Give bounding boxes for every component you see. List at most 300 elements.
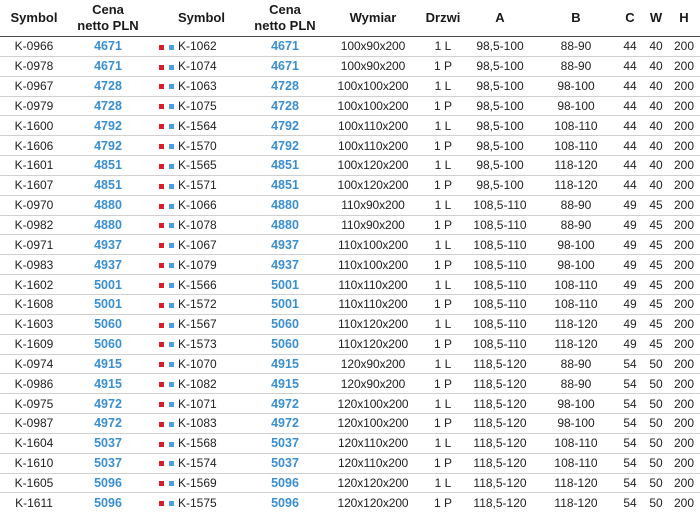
blue-square-icon <box>169 283 174 288</box>
cell-a: 118,5-120 <box>464 354 536 374</box>
cell-wymiar: 100x120x200 <box>324 156 422 176</box>
cell-price: 4792 <box>68 116 148 136</box>
blue-square-icon <box>169 164 174 169</box>
cell-price: 4880 <box>68 215 148 235</box>
table-row <box>0 473 700 493</box>
cell-price: 4937 <box>68 255 148 275</box>
cell-price: 5001 <box>68 294 148 314</box>
cell-price-2: 4880 <box>246 195 324 215</box>
cell-drzwi: 1 L <box>422 275 464 295</box>
cell-symbol: K-1609 <box>0 334 68 354</box>
cell-wymiar: 110x120x200 <box>324 314 422 334</box>
cell-a: 108,5-110 <box>464 275 536 295</box>
cell-a: 108,5-110 <box>464 195 536 215</box>
cell-markers <box>148 136 176 156</box>
cell-price: 4671 <box>68 37 148 57</box>
table-row <box>0 76 700 96</box>
red-square-icon <box>159 104 164 109</box>
cell-markers <box>148 354 176 374</box>
cell-w: 50 <box>644 394 668 414</box>
cell-w: 40 <box>644 156 668 176</box>
red-square-icon <box>159 204 164 209</box>
table-row <box>0 255 700 275</box>
cell-h: 200 <box>668 116 700 136</box>
cell-w: 40 <box>644 136 668 156</box>
cell-price-2: 5001 <box>246 294 324 314</box>
cell-symbol-2: K-1067 <box>176 235 246 255</box>
cell-b: 88-90 <box>536 215 616 235</box>
cell-w: 50 <box>644 414 668 434</box>
cell-w: 40 <box>644 96 668 116</box>
cell-markers <box>148 414 176 434</box>
header-a: A <box>464 0 536 37</box>
cell-markers <box>148 294 176 314</box>
cell-b: 118-120 <box>536 314 616 334</box>
cell-markers <box>148 96 176 116</box>
cell-price: 4728 <box>68 76 148 96</box>
blue-square-icon <box>169 184 174 189</box>
cell-b: 88-90 <box>536 195 616 215</box>
cell-symbol-2: K-1075 <box>176 96 246 116</box>
cell-h: 200 <box>668 215 700 235</box>
cell-b: 118-120 <box>536 473 616 493</box>
cell-symbol-2: K-1571 <box>176 175 246 195</box>
cell-wymiar: 110x100x200 <box>324 255 422 275</box>
header-c: C <box>616 0 644 37</box>
cell-drzwi: 1 L <box>422 235 464 255</box>
red-square-icon <box>159 362 164 367</box>
cell-symbol-2: K-1567 <box>176 314 246 334</box>
red-square-icon <box>159 223 164 228</box>
cell-symbol-2: K-1570 <box>176 136 246 156</box>
cell-wymiar: 120x100x200 <box>324 414 422 434</box>
cell-a: 98,5-100 <box>464 96 536 116</box>
cell-h: 200 <box>668 314 700 334</box>
cell-w: 45 <box>644 235 668 255</box>
cell-wymiar: 110x110x200 <box>324 275 422 295</box>
cell-symbol: K-0987 <box>0 414 68 434</box>
cell-wymiar: 120x110x200 <box>324 453 422 473</box>
cell-drzwi: 1 P <box>422 175 464 195</box>
cell-w: 45 <box>644 215 668 235</box>
cell-drzwi: 1 L <box>422 394 464 414</box>
blue-square-icon <box>169 481 174 486</box>
cell-drzwi: 1 P <box>422 255 464 275</box>
cell-drzwi: 1 L <box>422 195 464 215</box>
cell-markers <box>148 195 176 215</box>
cell-wymiar: 110x110x200 <box>324 294 422 314</box>
table-row <box>0 37 700 57</box>
blue-square-icon <box>169 362 174 367</box>
table-row <box>0 96 700 116</box>
cell-price-2: 4880 <box>246 215 324 235</box>
red-square-icon <box>159 461 164 466</box>
cell-price-2: 4671 <box>246 56 324 76</box>
cell-c: 44 <box>616 156 644 176</box>
cell-b: 88-90 <box>536 374 616 394</box>
blue-square-icon <box>169 45 174 50</box>
cell-a: 108,5-110 <box>464 255 536 275</box>
cell-price-2: 4972 <box>246 414 324 434</box>
header-wymiar: Wymiar <box>324 0 422 37</box>
header-symbol: Symbol <box>0 0 68 37</box>
cell-b: 98-100 <box>536 394 616 414</box>
cell-symbol-2: K-1070 <box>176 354 246 374</box>
cell-b: 108-110 <box>536 294 616 314</box>
cell-price-2: 4937 <box>246 255 324 275</box>
cell-symbol: K-0983 <box>0 255 68 275</box>
cell-price: 5037 <box>68 433 148 453</box>
cell-b: 88-90 <box>536 354 616 374</box>
cell-c: 44 <box>616 76 644 96</box>
cell-a: 98,5-100 <box>464 76 536 96</box>
red-square-icon <box>159 382 164 387</box>
cell-h: 200 <box>668 433 700 453</box>
cell-w: 45 <box>644 334 668 354</box>
cell-price-2: 5096 <box>271 495 299 510</box>
cell-symbol: K-1611 <box>15 495 53 510</box>
cell-drzwi: 1 L <box>422 156 464 176</box>
cell-drzwi: 1 L <box>422 473 464 493</box>
cell-w: 40 <box>644 37 668 57</box>
cell-price: 5037 <box>68 453 148 473</box>
red-square-icon <box>159 243 164 248</box>
cell-price-2: 4915 <box>246 374 324 394</box>
red-square-icon <box>159 442 164 447</box>
table-row <box>0 394 700 414</box>
cell-markers <box>148 156 176 176</box>
table-row <box>0 374 700 394</box>
cell-a: 118,5-120 <box>464 414 536 434</box>
cell-h: 200 <box>668 96 700 116</box>
blue-square-icon <box>169 263 174 268</box>
cell-w: 45 <box>644 275 668 295</box>
cell-c: 44 <box>616 175 644 195</box>
cell-price: 4937 <box>68 235 148 255</box>
cell-markers <box>148 76 176 96</box>
cell-wymiar: 100x100x200 <box>324 96 422 116</box>
cell-drzwi: 1 P <box>422 215 464 235</box>
cell-markers <box>148 314 176 334</box>
red-square-icon <box>159 283 164 288</box>
blue-square-icon <box>169 461 174 466</box>
cell-h: 200 <box>668 255 700 275</box>
cell-symbol: K-0971 <box>0 235 68 255</box>
cell-c: 54 <box>616 473 644 493</box>
cell-w: 50 <box>644 433 668 453</box>
cell-h: 200 <box>668 156 700 176</box>
red-square-icon <box>159 45 164 50</box>
cell-symbol-2: K-1079 <box>176 255 246 275</box>
blue-square-icon <box>169 303 174 308</box>
cell-symbol: K-1604 <box>0 433 68 453</box>
cell-w: 50 <box>649 495 663 510</box>
blue-square-icon <box>169 243 174 248</box>
cell-price: 4792 <box>68 136 148 156</box>
cell-drzwi: 1 L <box>422 116 464 136</box>
red-square-icon <box>159 422 164 427</box>
cell-a: 108,5-110 <box>464 294 536 314</box>
blue-square-icon <box>169 204 174 209</box>
cell-drzwi: 1 P <box>422 136 464 156</box>
cell-wymiar: 100x110x200 <box>324 136 422 156</box>
cell-price: 4851 <box>68 156 148 176</box>
red-square-icon <box>159 481 164 486</box>
cell-price: 4851 <box>68 175 148 195</box>
cell-h: 200 <box>668 76 700 96</box>
cell-symbol-2: K-1575 <box>178 495 217 510</box>
cell-h: 200 <box>668 334 700 354</box>
cell-wymiar: 100x90x200 <box>324 37 422 57</box>
cell-price-2: 5060 <box>246 314 324 334</box>
cell-c: 54 <box>623 495 637 510</box>
cell-price-2: 5037 <box>246 453 324 473</box>
table-row <box>0 433 700 453</box>
cell-price: 4915 <box>68 374 148 394</box>
cell-drzwi: 1 P <box>422 56 464 76</box>
cell-drzwi: 1 P <box>422 294 464 314</box>
cell-price: 4880 <box>68 195 148 215</box>
cell-drzwi: 1 P <box>422 334 464 354</box>
cell-price-2: 4851 <box>246 175 324 195</box>
cell-a: 98,5-100 <box>464 37 536 57</box>
blue-square-icon <box>169 65 174 70</box>
cell-b: 108-110 <box>536 433 616 453</box>
cell-symbol-2: K-1568 <box>176 433 246 453</box>
cell-price: 5096 <box>68 473 148 493</box>
cell-markers <box>148 453 176 473</box>
cell-c: 49 <box>616 334 644 354</box>
cell-symbol: K-0966 <box>0 37 68 57</box>
cell-wymiar: 110x100x200 <box>324 235 422 255</box>
blue-square-icon <box>169 223 174 228</box>
cell-c: 54 <box>616 453 644 473</box>
cell-symbol: K-1605 <box>0 473 68 493</box>
cell-symbol-2: K-1565 <box>176 156 246 176</box>
cell-price: 4972 <box>68 414 148 434</box>
header-drzwi: Drzwi <box>422 0 464 37</box>
cell-c: 49 <box>616 255 644 275</box>
cell-wymiar: 110x90x200 <box>324 215 422 235</box>
table-row <box>0 414 700 434</box>
cell-c: 49 <box>616 235 644 255</box>
cell-wymiar: 120x120x200 <box>324 473 422 493</box>
table-row <box>0 314 700 334</box>
cell-symbol: K-0970 <box>0 195 68 215</box>
cell-symbol: K-1602 <box>0 275 68 295</box>
cell-price: 4728 <box>68 96 148 116</box>
blue-square-icon <box>169 422 174 427</box>
blue-square-icon <box>169 144 174 149</box>
blue-square-icon <box>169 84 174 89</box>
cell-a: 118,5-120 <box>464 374 536 394</box>
cell-wymiar: 100x120x200 <box>324 175 422 195</box>
cell-price-2: 4851 <box>246 156 324 176</box>
cell-c: 44 <box>616 136 644 156</box>
red-square-icon <box>159 124 164 129</box>
cell-wymiar: 120x90x200 <box>324 354 422 374</box>
cell-b: 88-90 <box>536 56 616 76</box>
cell-symbol-2: K-1574 <box>176 453 246 473</box>
cell-b: 88-90 <box>536 37 616 57</box>
cell-symbol-2: K-1083 <box>176 414 246 434</box>
cell-h: 200 <box>668 473 700 493</box>
cell-a: 108,5-110 <box>464 215 536 235</box>
cell-price: 5001 <box>68 275 148 295</box>
red-square-icon <box>159 501 164 506</box>
cell-c: 54 <box>616 354 644 374</box>
cell-b: 98-100 <box>536 96 616 116</box>
cell-wymiar: 100x90x200 <box>324 56 422 76</box>
cell-symbol-2: K-1566 <box>176 275 246 295</box>
cell-symbol: K-0967 <box>0 76 68 96</box>
cell-drzwi: 1 L <box>422 37 464 57</box>
cell-a: 118,5-120 <box>473 495 527 510</box>
cell-h: 200 <box>668 56 700 76</box>
cell-markers <box>148 374 176 394</box>
cell-price-2: 5001 <box>246 275 324 295</box>
red-square-icon <box>159 164 164 169</box>
cell-symbol-2: K-1564 <box>176 116 246 136</box>
cell-drzwi: 1 P <box>422 414 464 434</box>
blue-square-icon <box>169 442 174 447</box>
cell-b: 98-100 <box>536 76 616 96</box>
cell-h: 200 <box>668 453 700 473</box>
cell-drzwi: 1 L <box>422 314 464 334</box>
cell-c: 49 <box>616 275 644 295</box>
cell-drzwi: 1 L <box>422 76 464 96</box>
cell-price: 4972 <box>68 394 148 414</box>
cell-symbol: K-0978 <box>0 56 68 76</box>
cell-wymiar: 120x120x200 <box>337 495 409 510</box>
cell-price-2: 5037 <box>246 433 324 453</box>
cell-w: 40 <box>644 175 668 195</box>
cell-c: 54 <box>616 433 644 453</box>
cell-a: 98,5-100 <box>464 116 536 136</box>
cell-h: 200 <box>668 354 700 374</box>
cell-symbol: K-0979 <box>0 96 68 116</box>
cell-c: 54 <box>616 414 644 434</box>
cell-c: 49 <box>616 294 644 314</box>
cell-symbol: K-0986 <box>0 374 68 394</box>
cell-h: 200 <box>668 374 700 394</box>
cell-c: 44 <box>616 37 644 57</box>
red-square-icon <box>159 323 164 328</box>
cell-wymiar: 110x120x200 <box>324 334 422 354</box>
cell-w: 40 <box>644 56 668 76</box>
table-row <box>0 334 700 354</box>
red-square-icon <box>159 144 164 149</box>
cell-drzwi: 1 P <box>422 96 464 116</box>
cell-b: 108-110 <box>536 275 616 295</box>
cell-price-2: 4937 <box>246 235 324 255</box>
cell-wymiar: 100x110x200 <box>324 116 422 136</box>
cell-symbol: K-1601 <box>0 156 68 176</box>
cell-drzwi: 1 P <box>433 495 452 510</box>
table-row <box>0 354 700 374</box>
blue-square-icon <box>169 342 174 347</box>
cell-b: 118-120 <box>554 495 598 510</box>
red-square-icon <box>159 65 164 70</box>
cell-b: 98-100 <box>536 414 616 434</box>
cell-price: 5060 <box>68 314 148 334</box>
blue-square-icon <box>169 402 174 407</box>
cell-c: 49 <box>616 215 644 235</box>
cell-markers <box>148 116 176 136</box>
table-row <box>0 493 700 512</box>
cell-drzwi: 1 L <box>422 433 464 453</box>
blue-square-icon <box>169 382 174 387</box>
cell-b: 108-110 <box>536 453 616 473</box>
cell-markers <box>148 394 176 414</box>
cell-drzwi: 1 P <box>422 453 464 473</box>
cell-a: 98,5-100 <box>464 175 536 195</box>
cell-symbol-2: K-1074 <box>176 56 246 76</box>
cell-c: 54 <box>616 374 644 394</box>
cell-c: 44 <box>616 56 644 76</box>
cell-h: 200 <box>668 175 700 195</box>
header-symbol-2: Symbol <box>176 0 246 37</box>
cell-w: 40 <box>644 76 668 96</box>
cell-h: 200 <box>673 495 695 510</box>
cell-symbol-2: K-1082 <box>176 374 246 394</box>
cell-price: 4915 <box>68 354 148 374</box>
cell-markers <box>148 56 176 76</box>
table-header-row <box>0 0 700 37</box>
header-price-2: Cena netto PLN <box>246 0 324 37</box>
cell-symbol-2: K-1062 <box>176 37 246 57</box>
cell-h: 200 <box>668 195 700 215</box>
cell-a: 118,5-120 <box>464 394 536 414</box>
blue-square-icon <box>169 124 174 129</box>
table-row <box>0 294 700 314</box>
cell-w: 40 <box>644 116 668 136</box>
blue-square-icon <box>169 501 174 506</box>
cell-price-2: 4792 <box>246 136 324 156</box>
cell-symbol-2: K-1569 <box>176 473 246 493</box>
cell-wymiar: 120x90x200 <box>324 374 422 394</box>
cell-a: 118,5-120 <box>464 453 536 473</box>
cell-h: 200 <box>668 136 700 156</box>
cell-b: 118-120 <box>536 156 616 176</box>
red-square-icon <box>159 402 164 407</box>
cell-drzwi: 1 P <box>422 374 464 394</box>
cell-price-2: 4792 <box>246 116 324 136</box>
table-row <box>0 195 700 215</box>
table-body <box>0 37 700 513</box>
cell-wymiar: 120x110x200 <box>324 433 422 453</box>
cell-c: 44 <box>616 116 644 136</box>
cell-symbol: K-1608 <box>0 294 68 314</box>
cell-price-2: 4728 <box>246 96 324 116</box>
cell-symbol: K-1607 <box>0 175 68 195</box>
cell-price-2: 4671 <box>246 37 324 57</box>
cell-b: 108-110 <box>536 136 616 156</box>
header-markers <box>148 0 176 37</box>
cell-drzwi: 1 L <box>422 354 464 374</box>
cell-symbol: K-1606 <box>0 136 68 156</box>
blue-square-icon <box>169 104 174 109</box>
cell-wymiar: 120x100x200 <box>324 394 422 414</box>
cell-markers <box>148 215 176 235</box>
cell-symbol-2: K-1071 <box>176 394 246 414</box>
red-square-icon <box>159 342 164 347</box>
cell-markers <box>148 433 176 453</box>
cell-w: 50 <box>644 354 668 374</box>
cell-wymiar: 100x100x200 <box>324 76 422 96</box>
cell-symbol: K-1603 <box>0 314 68 334</box>
cell-w: 50 <box>644 374 668 394</box>
